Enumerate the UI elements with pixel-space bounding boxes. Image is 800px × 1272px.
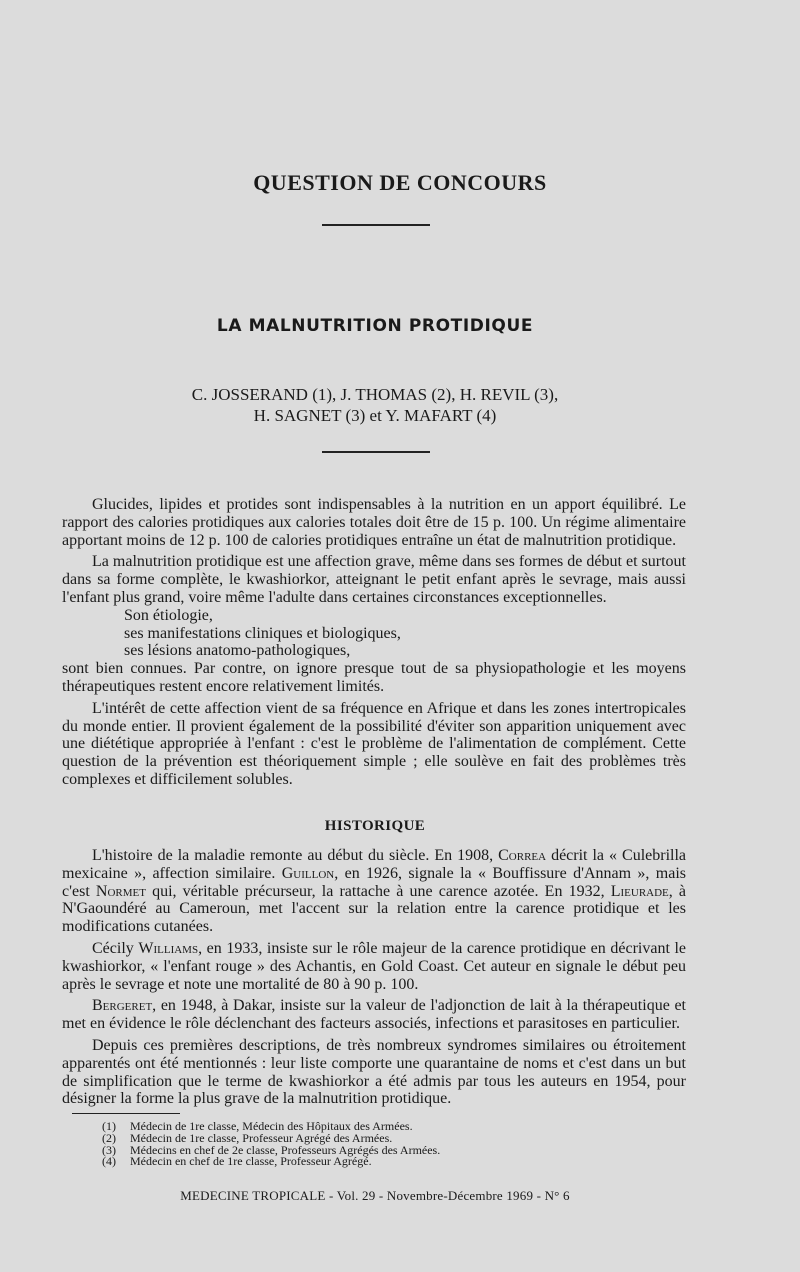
intro-section	[62, 496, 686, 789]
paragraph: Cécily Williams, en 1933, insiste sur le rôle majeur de la carence protidique en décrivant le kwashiorkor, « l'enfant rouge » des Achantis, en Gold Coast. Cet auteur en signale le début peu après le sevrage et note une mortalité de 80 à 90 p. 100.	[62, 939, 687, 993]
paragraph: La malnutrition protidique est une affection grave, même dans ses formes de début et surtout dans sa forme complète, le kwashiorkor, atteignant le petit enfant après le sevrage, mais aussi l'enfant plus grand, voire même l'adulte dans certaines circonstances exceptionnelles.	[62, 553, 686, 606]
footnote: (2) Médecin de 1re classe, Professeur Agrégé des Armées.	[102, 1130, 393, 1145]
paragraph: sont bien connues. Par contre, on ignore presque tout de sa physiopathologie et les moyens thérapeutiques restent encore relativement limités.	[62, 660, 686, 695]
paragraph: L'intérêt de cette affection vient de sa fréquence en Afrique et dans les zones intertropicales du monde entier. Il provient également de la possibilité d'éviter son apparition uniquement avec une diététique appropriée à l'enfant : c'est le problème de l'alimentation de complément. Cette question de la prévention est théoriquement simple ; elle soulève en fait des problèmes très complexes et difficilement solubles.	[62, 699, 686, 788]
footnote: (3) Médecins en chef de 2e classe, Professeurs Agrégés des Armées.	[102, 1142, 441, 1157]
paragraph: Depuis ces premières descriptions, de très nombreux syndromes similaires ou étroitement apparentés ont été mentionnés : leur liste comporte une quarantaine de noms et c'est dans un but de simplification que le terme de kwashiorkor a été admis par tous les auteurs en 1954, pour désigner la forme la plus grave de la malnutrition protidique.	[62, 1036, 686, 1108]
footnote: (1) Médecin de 1re classe, Médecin des Hôpitaux des Armées.	[102, 1119, 413, 1133]
author-name: Normet	[95, 882, 146, 900]
author-name: Lieurade	[610, 882, 669, 900]
authors-line-2: H. SAGNET (3) et Y. MAFART (4)	[253, 406, 497, 425]
article-title: LA MALNUTRITION PROTIDIQUE	[216, 316, 534, 336]
historique-section	[62, 847, 686, 1108]
paragraph: L'histoire de la maladie remonte au début du siècle. En 1908, Correa décrit la « Culebrilla mexicaine », affection similaire. Guillon, en 1926, signale la « Bouffissure d'Annam », mais c'est Normet qui, véritable précurseur, la rattache à une carence azotée. En 1932, Lieurade, à N'Gaoundéré au Cameroun, met l'accent sur la relation entre la carence protidique et les modifications cutanées.	[62, 847, 687, 936]
list-item: ses manifestations cliniques et biologiques,	[124, 624, 401, 642]
journal-footer: MEDECINE TROPICALE - Vol. 29 - Novembre-Décembre 1969 - N° 6	[180, 1188, 570, 1203]
list-item: Son étiologie,	[124, 606, 213, 624]
divider	[322, 224, 430, 226]
footnote: (4) Médecin en chef de 1re classe, Professeur Agrégé.	[102, 1154, 372, 1169]
footnotes	[102, 1121, 662, 1168]
author-name: Williams	[138, 939, 199, 957]
divider	[322, 451, 430, 453]
author-list	[0, 384, 750, 426]
list-item: ses lésions anatomo-pathologiques,	[124, 642, 351, 660]
paragraph: Bergeret, en 1948, à Dakar, insiste sur la valeur de l'adjonction de lait à la thérapeutique et met en évidence le rôle déclenchant des facteurs associés, infections et parasitoses en particulier.	[62, 997, 686, 1033]
authors-line-1: C. JOSSERAND (1), J. THOMAS (2), H. REVIL (3),	[191, 385, 559, 404]
section-kicker: QUESTION DE CONCOURS	[253, 170, 547, 195]
author-name: Correa	[498, 847, 547, 864]
paragraph: Glucides, lipides et protides sont indispensables à la nutrition en un apport équilibré. Le rapport des calories protidiques aux calories totales doit être de 15 p. 100. Un régime alimentaire apportant moins de 12 p. 100 de calories protidiques entraîne un état de malnutrition protidique.	[62, 496, 686, 549]
author-name: Bergeret	[92, 997, 153, 1015]
author-name: Guillon	[281, 864, 335, 882]
section-heading: HISTORIQUE	[324, 818, 426, 834]
footnote-divider	[72, 1113, 180, 1114]
